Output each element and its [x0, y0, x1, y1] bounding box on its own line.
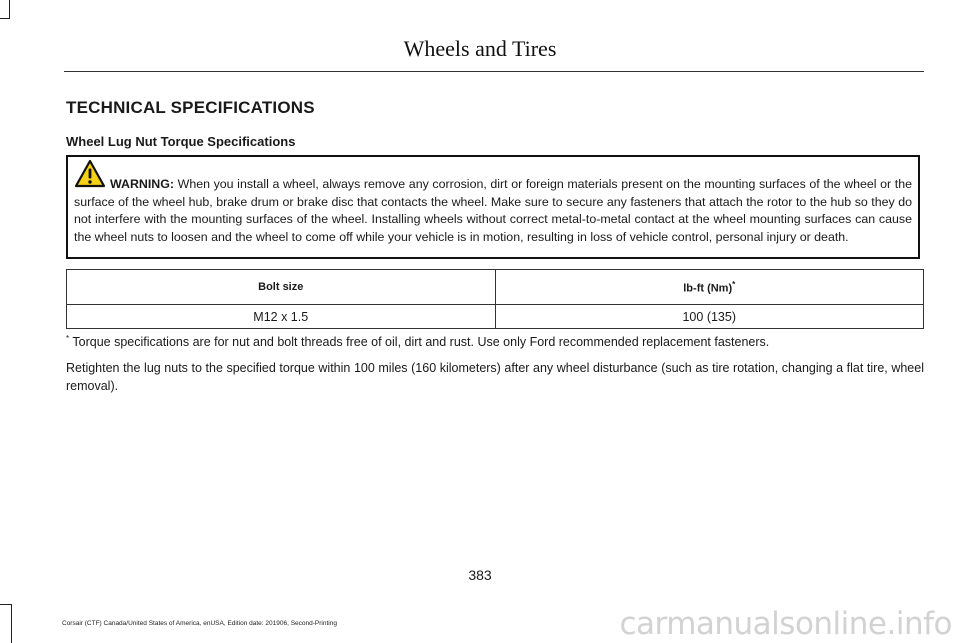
torque-spec-table — [66, 269, 924, 329]
section-title: TECHNICAL SPECIFICATIONS — [66, 98, 315, 117]
warning-paragraph — [74, 176, 912, 246]
footnote-text: Torque specifications are for nut and bolt threads free of oil, dirt and rust. Use only Ford recommended replacement fasteners. — [72, 335, 770, 350]
watermark: carmanualsonline.info — [619, 606, 952, 642]
table-header-row — [67, 270, 924, 305]
section-subheading: Wheel Lug Nut Torque Specifications — [66, 134, 296, 149]
table-header-bolt-size: Bolt size — [67, 270, 496, 305]
table-header-footnote-mark: * — [732, 279, 736, 289]
warning-box — [66, 155, 920, 259]
crop-mark-bottom-left-v — [11, 604, 12, 643]
table-row — [67, 305, 924, 329]
crop-mark-top-left-v — [9, 0, 10, 18]
retighten-paragraph: Retighten the lug nuts to the specified torque within 100 miles (160 kilometers) after any wheel disturbance (such as tire rotation, changing a flat tire, wheel removal). — [66, 361, 924, 393]
warning-label: WARNING: — [110, 177, 175, 191]
crop-mark-top-left-h — [0, 18, 10, 19]
table-cell-torque: 100 (135) — [495, 305, 924, 329]
footnote-mark: * — [66, 334, 70, 343]
table-header-torque: lb-ft (Nm)* — [495, 270, 924, 305]
crop-mark-bottom-left-h — [0, 604, 12, 605]
header-divider — [64, 71, 924, 72]
warning-text: When you install a wheel, always remove any corrosion, dirt or foreign materials present on the mounting surfaces of the wheel or the surface of the wheel hub, brake drum or brake disc that contacts the wheel. Make sure to secure any fasteners that attach the rotor to the hub so they do not interfere with the mounting surfaces of the wheel. Installing wheels without correct metal-to-metal contact at the wheel mounting surfaces can cause the wheel nuts to loosen and the wheel to come off while your vehicle is in motion, resulting in loss of vehicle control, personal injury or death. — [74, 177, 912, 244]
table-cell-bolt-size: M12 x 1.5 — [67, 305, 496, 329]
table-footnote — [66, 334, 926, 349]
page-number: 383 — [468, 567, 492, 583]
edition-footer: Corsair (CTF) Canada/United States of America, enUSA, Edition date: 201906, Second-Printing — [62, 620, 337, 627]
warning-triangle-icon — [74, 159, 106, 189]
page-header-title: Wheels and Tires — [403, 36, 557, 61]
